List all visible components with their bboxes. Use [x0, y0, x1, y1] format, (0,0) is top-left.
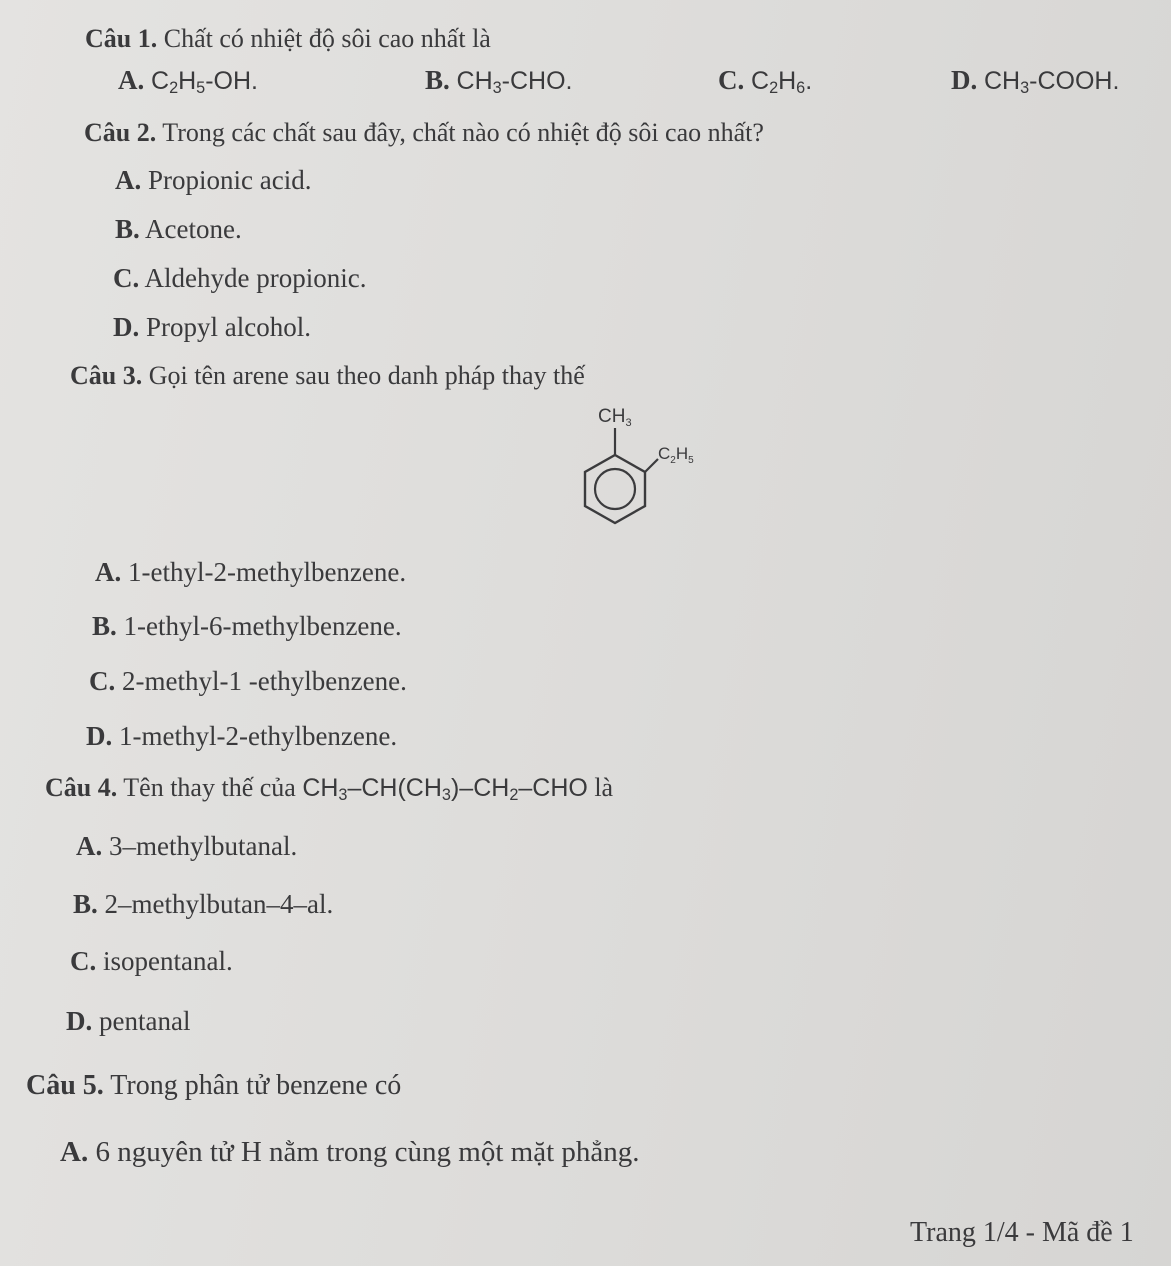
q4-option-c-label: C.: [70, 946, 97, 976]
q4-option-d-text: pentanal: [99, 1006, 191, 1036]
q2-option-c: [113, 261, 366, 295]
q4-stem: [45, 771, 613, 805]
q2-option-c-text: Aldehyde propionic.: [144, 263, 367, 293]
q2-number: Câu 2.: [84, 118, 157, 147]
q1-number: Câu 1.: [85, 24, 158, 53]
aromatic-circle: [595, 469, 635, 509]
q1-option-c: [718, 63, 812, 98]
q2-option-a-text: Propionic acid.: [148, 165, 312, 195]
q1-option-b: [425, 63, 573, 98]
q1-option-d-formula: $CH_3$-COOH.: [984, 67, 1120, 98]
q3-option-d: [86, 719, 397, 753]
q5-option-a-label: A.: [60, 1136, 89, 1168]
q2-text: Trong các chất sau đây, chất nào có nhiệt độ sôi cao nhất?: [162, 118, 764, 147]
q3-number: Câu 3.: [70, 361, 143, 390]
q1-option-d-label: D.: [951, 65, 978, 95]
q4-option-d: [66, 1004, 190, 1038]
q3-option-b-label: B.: [92, 611, 117, 641]
q2-option-c-label: C.: [113, 263, 140, 293]
q4-text-after: là: [594, 773, 614, 802]
page-footer: Trang 1/4 - Mã đề 1: [910, 1217, 1134, 1248]
q4-option-c-text: isopentanal.: [103, 946, 233, 976]
q5-stem: [26, 1069, 401, 1103]
q4-option-a-text: 3–methylbutanal.: [109, 831, 298, 861]
q1-option-b-label: B.: [425, 65, 450, 95]
q1-stem: [85, 22, 491, 56]
q4-option-a: [76, 829, 297, 863]
q2-option-a-label: A.: [115, 165, 142, 195]
q1-option-c-label: C.: [718, 65, 745, 95]
q4-formula: $CH_3-CH(CH_3)-CH_2$–CHO: [302, 774, 588, 805]
q3-option-c-label: C.: [89, 666, 116, 696]
q1-option-c-formula: $C_2H_6$.: [751, 67, 813, 98]
q3-option-a-text: 1-ethyl-2-methylbenzene.: [128, 557, 407, 587]
q3-stem: [70, 359, 585, 393]
q4-option-b-text: 2–methylbutan–4–al.: [104, 889, 334, 919]
q2-option-b-label: B.: [115, 214, 140, 244]
q3-option-d-label: D.: [86, 721, 113, 751]
q5-text: Trong phân tử benzene có: [110, 1070, 402, 1101]
q3-text: Gọi tên arene sau theo danh pháp thay thế: [148, 361, 585, 390]
q4-text-before: Tên thay thế của: [123, 773, 296, 802]
q2-option-a: [115, 163, 311, 197]
q4-number: Câu 4.: [45, 773, 118, 802]
ethyl-bond: [645, 459, 658, 472]
benzene-structure: [560, 395, 720, 535]
q1-option-a-label: A.: [118, 65, 145, 95]
q3-option-b-text: 1-ethyl-6-methylbenzene.: [123, 611, 402, 641]
q2-option-d-text: Propyl alcohol.: [146, 312, 311, 342]
q4-option-b: [73, 887, 333, 921]
q3-option-c: [89, 664, 407, 698]
q1-option-a-formula: $C_2H_5-OH$.: [151, 67, 258, 98]
q1-text: Chất có nhiệt độ sôi cao nhất là: [163, 24, 491, 53]
q3-option-b: [92, 609, 402, 643]
q1-option-b-formula: $CH_3$-CHO.: [456, 67, 573, 98]
q2-option-b: [115, 212, 242, 246]
q3-option-a-label: A.: [95, 557, 122, 587]
q4-option-d-label: D.: [66, 1006, 93, 1036]
q3-option-c-text: 2-methyl-1 -ethylbenzene.: [122, 666, 407, 696]
q2-stem: [84, 116, 764, 150]
q5-option-a: [60, 1135, 640, 1169]
q3-option-a: [95, 555, 406, 589]
q1-option-a: [118, 63, 258, 98]
q1-option-d: [951, 63, 1119, 98]
q3-option-d-text: 1-methyl-2-ethylbenzene.: [119, 721, 398, 751]
q5-option-a-text: 6 nguyên tử H nằm trong cùng một mặt phẳng.: [95, 1136, 640, 1168]
q5-number: Câu 5.: [26, 1070, 104, 1101]
q4-option-b-label: B.: [73, 889, 98, 919]
methyl-label: $CH_3$: [598, 406, 632, 429]
q4-option-c: [70, 944, 233, 978]
q2-option-d-label: D.: [113, 312, 140, 342]
q2-option-d: [113, 310, 311, 344]
q4-option-a-label: A.: [76, 831, 103, 861]
q2-option-b-text: Acetone.: [145, 214, 242, 244]
ethyl-label: $C_2H_5$: [658, 444, 694, 466]
